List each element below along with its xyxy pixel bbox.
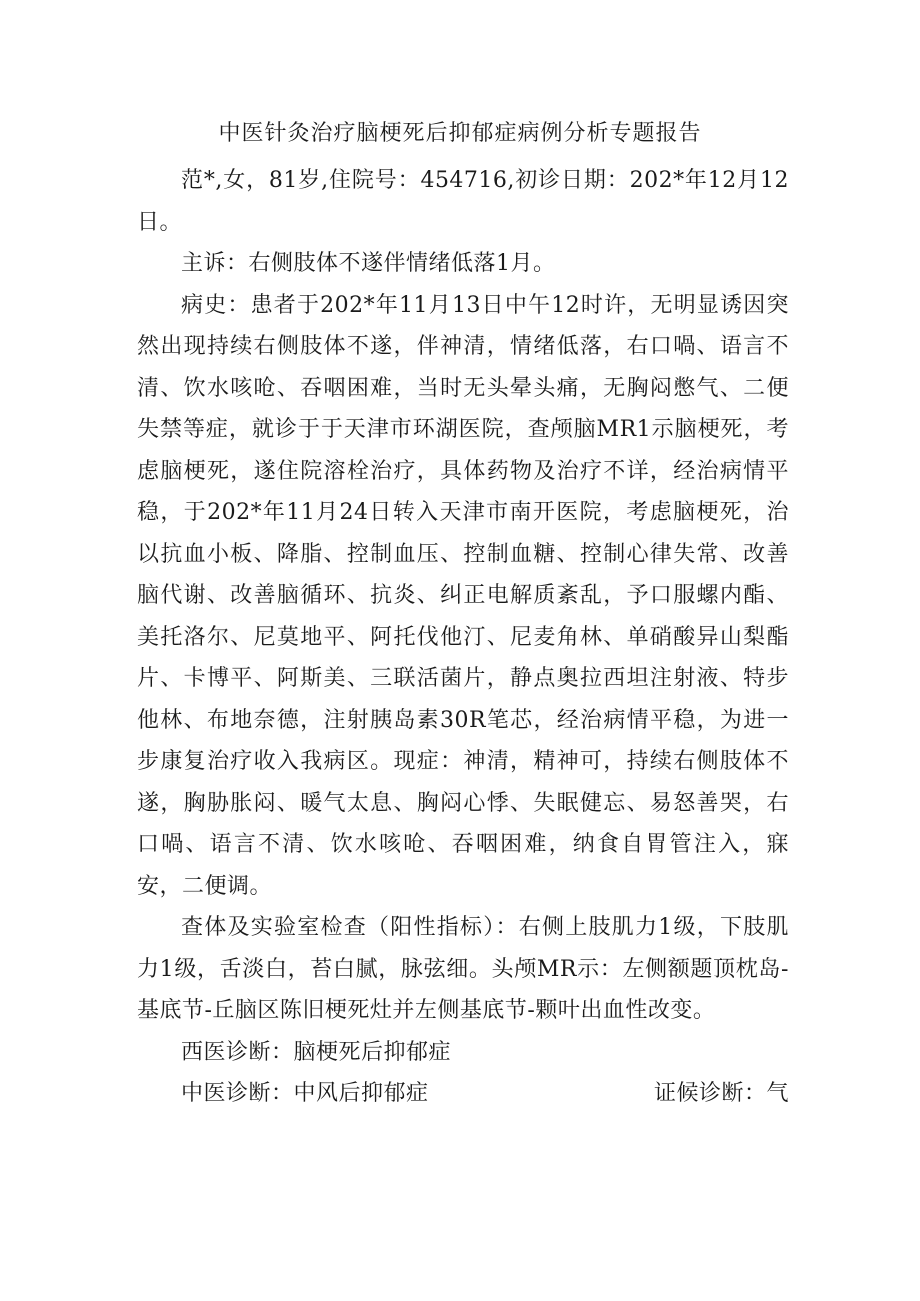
diagnosis-row: [137, 1073, 789, 1115]
patient-info-paragraph: 范*,女，81岁,住院号：454716,初诊日期：202*年12月12日。: [137, 168, 789, 235]
history-paragraph: 病史：患者于202*年11月13日中午12时许，无明显诱因突然出现持续右侧肢体不遂，伴神清，情绪低落，右口喎、语言不清、饮水咳呛、吞咽困难，当时无头晕头痛，无胸闷憋气、二便失禁等症，就诊于于天津市环湖医院，查颅脑MR1示脑梗死，考虑脑梗死，遂住院溶栓治疗，具体药物及治疗不详，经治病情平稳，于202*年11月24日转入天津市南开医院，考虑脑梗死，治以抗血小板、降脂、控制血压、控制血糖、控制心律失常、改善脑代谢、改善脑循环、抗炎、纠正电解质紊乱，予口服螺内酯、美托洛尔、尼莫地平、阿托伐他汀、尼麦角林、单硝酸异山梨酯片、卡博平、阿斯美、三联活菌片，静点奥拉西坦注射液、特步他林、布地奈德，注射胰岛素30R笔芯，经治病情平稳，为进一步康复治疗收入我病区。现症：神清，精神可，持续右侧肢体不遂，胸胁胀闷、暖气太息、胸闷心悸、失眠健忘、易怒善哭，右口喎、语言不清、饮水咳呛、吞咽困难，纳食自胃管注入，寐安，二便调。: [137, 292, 789, 899]
document-title: 中医针灸治疗脑梗死后抑郁症病例分析专题报告: [218, 121, 702, 146]
tcm-diagnosis: 中医诊断：中风后抑郁症: [181, 1081, 429, 1106]
document-body: [137, 160, 789, 1115]
western-diagnosis-paragraph: 西医诊断：脑梗死后抑郁症: [181, 1039, 452, 1065]
exam-paragraph: 查体及实验室检查（阳性指标）：右侧上肢肌力1级，下肢肌力1级，舌淡白，苔白腻，脉弦细。头颅MR示：左侧额题顶枕岛-基底节-丘脑区陈旧梗死灶并左侧基底节-颗叶出血性改变。: [137, 915, 789, 1023]
chief-complaint-paragraph: 主诉：右侧肢体不遂伴情绪低落1月。: [181, 251, 556, 276]
syndrome-diagnosis: 证候诊断：气: [653, 1081, 789, 1106]
